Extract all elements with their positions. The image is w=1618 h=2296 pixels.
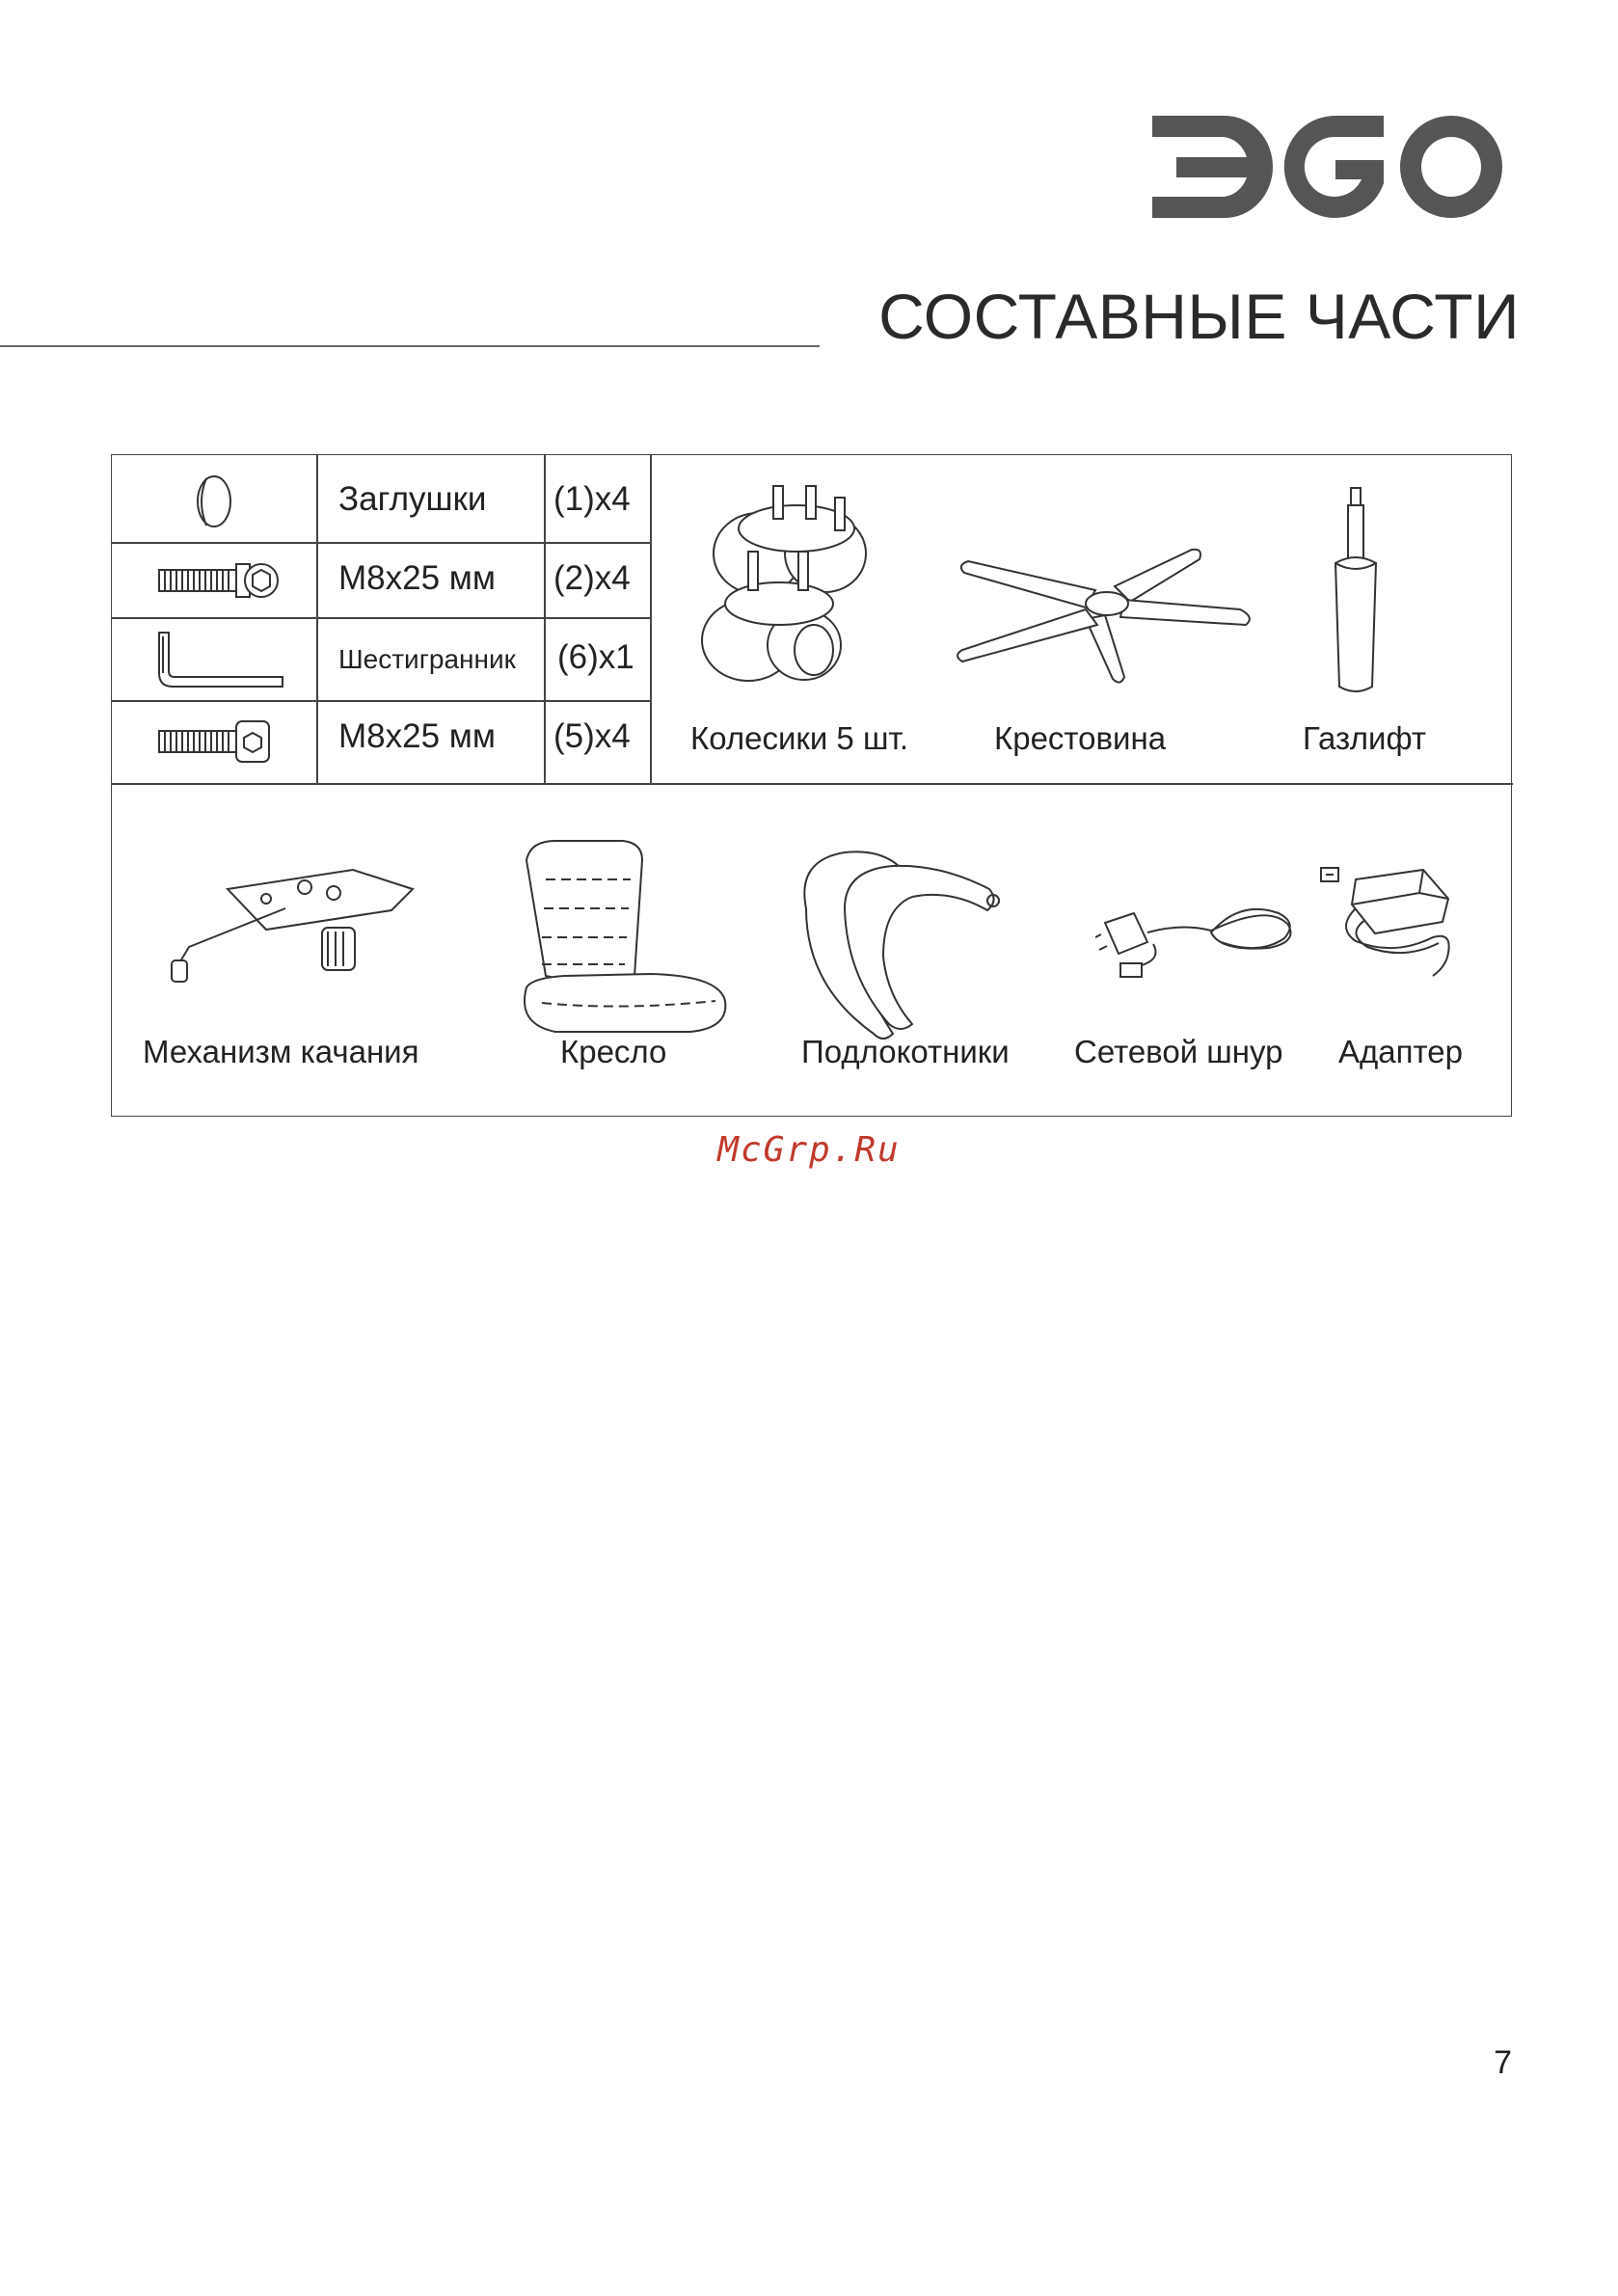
component-label: Колесики 5 шт. <box>690 720 909 756</box>
adapter-icon <box>1317 860 1462 990</box>
component-label: Крестовина <box>994 720 1167 756</box>
tilt-mechanism-icon <box>160 860 430 990</box>
hardware-qty: (5)x4 <box>553 717 631 755</box>
parts-table <box>111 454 1512 1117</box>
socket-bolt-icon <box>155 717 281 770</box>
hardware-label: Шестигранник <box>338 644 516 674</box>
hex-key-icon <box>146 629 290 701</box>
component-label: Подлокотники <box>801 1034 1010 1069</box>
page-number: 7 <box>1494 2044 1512 2081</box>
hardware-qty: (1)x4 <box>553 480 631 518</box>
component-label: Газлифт <box>1303 720 1426 756</box>
cap-plug-icon <box>189 473 237 535</box>
hex-bolt-icon <box>155 556 281 609</box>
page-title: СОСТАВНЫЕ ЧАСТИ <box>878 281 1520 352</box>
grid-line <box>650 455 652 783</box>
casters-icon <box>690 476 883 693</box>
power-cord-icon <box>1095 875 1298 986</box>
grid-line <box>544 455 546 783</box>
component-label: Механизм качания <box>143 1034 419 1069</box>
hardware-label: Заглушки <box>338 480 487 518</box>
hardware-label: M8x25 мм <box>338 717 496 755</box>
chair-seat-icon <box>507 831 739 1048</box>
component-label: Адаптер <box>1338 1034 1463 1069</box>
star-base-icon <box>951 542 1259 691</box>
component-label: Кресло <box>560 1034 667 1069</box>
armrests-icon <box>787 841 1018 1048</box>
header-rule <box>0 345 820 347</box>
grid-line <box>316 455 318 783</box>
brand-logo <box>1147 104 1514 230</box>
component-label: Сетевой шнур <box>1074 1034 1283 1069</box>
hardware-qty: (6)x1 <box>557 638 634 676</box>
grid-line <box>112 617 652 619</box>
hardware-label: M8x25 мм <box>338 559 496 597</box>
gas-lift-icon <box>1322 484 1389 711</box>
hardware-qty: (2)x4 <box>553 559 631 597</box>
grid-line <box>112 542 652 544</box>
watermark: McGrp.Ru <box>717 1130 901 1170</box>
grid-line <box>112 783 1513 785</box>
